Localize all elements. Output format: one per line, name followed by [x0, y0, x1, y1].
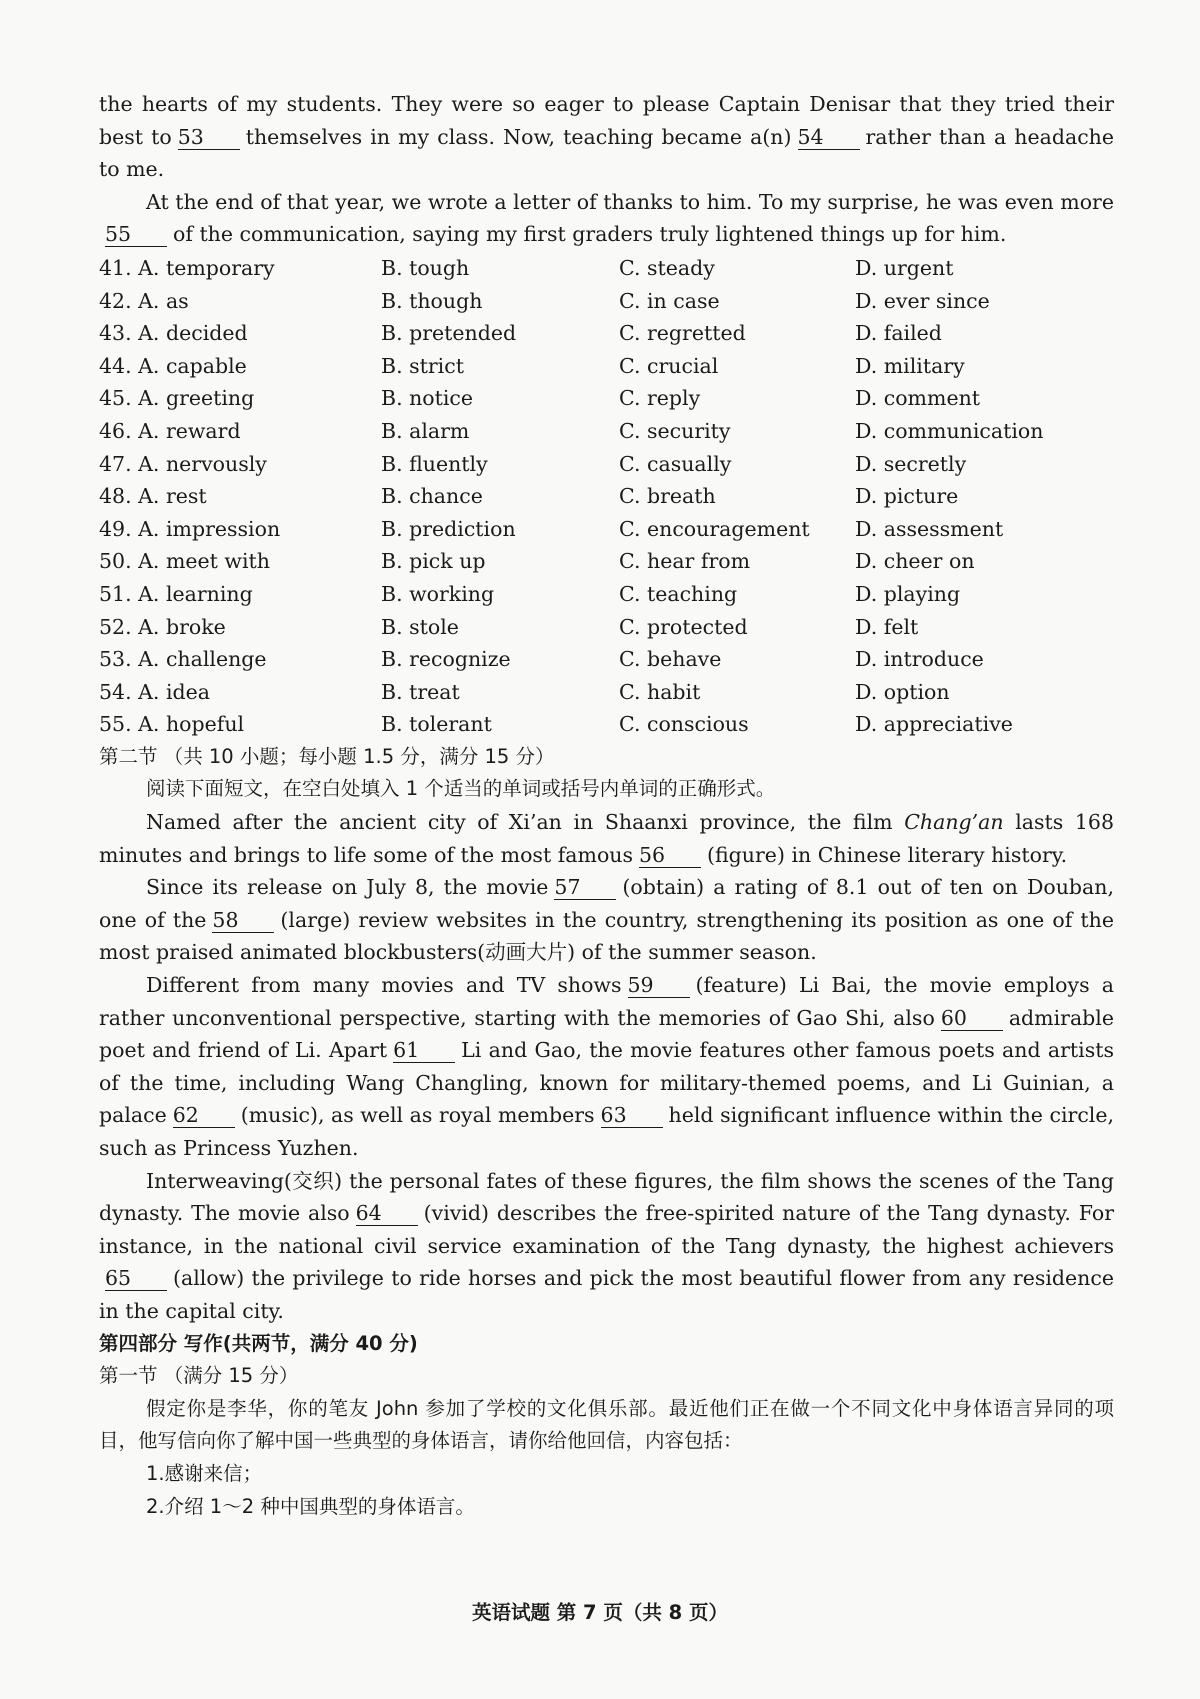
option-row [99, 252, 1114, 285]
cloze-paragraph: Named after the ancient city of Xi’an in Shaanxi province, the film Chang’an lasts 168 minutes and brings to life some of the most famous 56 (figure) in Chinese literary history. [99, 810, 1114, 867]
option-row [99, 643, 1114, 676]
option-a: 41. A. temporary [99, 255, 275, 280]
option-c: C. reply [619, 386, 701, 411]
option-c: C. regretted [619, 321, 746, 346]
option-d: D. felt [855, 614, 919, 639]
option-a: 54. A. idea [99, 679, 210, 704]
option-row [99, 350, 1114, 383]
option-row [99, 382, 1114, 415]
answer-blank-56: 56 [639, 843, 701, 868]
answer-blank-58: 58 [212, 908, 274, 933]
option-b: B. tough [381, 255, 470, 280]
option-a: 48. A. rest [99, 484, 207, 509]
option-b: B. working [381, 581, 495, 606]
answer-blank-59: 59 [628, 973, 690, 998]
option-b: B. chance [381, 484, 483, 509]
option-b: B. recognize [381, 647, 511, 672]
option-c: C. conscious [619, 712, 749, 737]
option-row [99, 578, 1114, 611]
option-c: C. hear from [619, 549, 751, 574]
answer-options-list [99, 252, 1114, 741]
option-a: 53. A. challenge [99, 647, 267, 672]
option-d: D. assessment [855, 516, 1004, 541]
option-a: 46. A. reward [99, 418, 241, 443]
option-c: C. teaching [619, 581, 738, 606]
option-c: C. habit [619, 679, 701, 704]
option-row [99, 285, 1114, 318]
option-d: D. secretly [855, 451, 967, 476]
option-b: B. pretended [381, 321, 517, 346]
option-a: 47. A. nervously [99, 451, 267, 476]
section-heading: 第一节 （满分 15 分） [99, 1364, 299, 1388]
option-row [99, 708, 1114, 741]
option-a: 50. A. meet with [99, 549, 270, 574]
option-a: 44. A. capable [99, 353, 247, 378]
option-d: D. ever since [855, 288, 990, 313]
answer-blank-61: 61 [393, 1038, 455, 1063]
option-b: B. tolerant [381, 712, 492, 737]
answer-blank-53: 53 [178, 125, 240, 150]
option-b: B. prediction [381, 516, 516, 541]
option-d: D. military [855, 353, 965, 378]
option-b: B. strict [381, 353, 464, 378]
option-row [99, 480, 1114, 513]
option-a: 51. A. learning [99, 581, 253, 606]
passage-paragraph: At the end of that year, we wrote a letter of thanks to him. To my surprise, he was even more55 of the communication, saying my first graders truly lightened things up for him. [105, 189, 1114, 247]
option-row [99, 545, 1114, 578]
exam-page-content [99, 88, 1114, 1523]
option-c: C. behave [619, 647, 722, 672]
option-a: 52. A. broke [99, 614, 226, 639]
answer-blank-65: 65 [105, 1266, 167, 1291]
answer-blank-55: 55 [105, 222, 167, 247]
writing-prompt: 假定你是李华，你的笔友 John 参加了学校的文化俱乐部。最近他们正在做一个不同文化中身体语言异同的项目，他写信向你了解中国一些典型的身体语言，请你给他回信，内容包括： [99, 1396, 1114, 1453]
section-heading: 第二节 （共 10 小题；每小题 1.5 分，满分 15 分） [99, 744, 555, 768]
option-d: D. appreciative [855, 712, 1013, 737]
option-d: D. introduce [855, 647, 984, 672]
answer-blank-57: 57 [554, 875, 616, 900]
option-a: 43. A. decided [99, 321, 248, 346]
option-row [99, 676, 1114, 709]
option-a: 42. A. as [99, 288, 189, 313]
prompt-item: 2.介绍 1～2 种中国典型的身体语言。 [146, 1494, 475, 1518]
option-b: B. notice [381, 386, 474, 411]
cloze-paragraph: Since its release on July 8, the movie 57 (obtain) a rating of 8.1 out of ten on Douban, one of the 58 (large) review websites in the country, strengthening its position as one of the most praised animated blockbusters(动画大片) of the summer season. [99, 875, 1114, 965]
answer-blank-60: 60 [941, 1006, 1003, 1031]
option-d: D. picture [855, 484, 959, 509]
option-b: B. pick up [381, 549, 486, 574]
option-c: C. breath [619, 484, 716, 509]
option-b: B. alarm [381, 418, 470, 443]
option-b: B. treat [381, 679, 460, 704]
option-b: B. though [381, 288, 483, 313]
option-row [99, 317, 1114, 350]
option-row [99, 611, 1114, 644]
answer-blank-54: 54 [798, 125, 860, 150]
option-b: B. stole [381, 614, 459, 639]
film-title: Chang’an [904, 810, 1004, 835]
option-c: C. casually [619, 451, 732, 476]
option-c: C. crucial [619, 353, 719, 378]
option-d: D. playing [855, 581, 961, 606]
page-footer: 英语试题 第 7 页（共 8 页） [471, 1601, 729, 1624]
option-c: C. steady [619, 255, 715, 280]
option-d: D. cheer on [855, 549, 975, 574]
section-instruction: 阅读下面短文，在空白处填入 1 个适当的单词或括号内单词的正确形式。 [146, 777, 776, 801]
option-row [99, 513, 1114, 546]
option-c: C. encouragement [619, 516, 810, 541]
option-a: 49. A. impression [99, 516, 281, 541]
cloze-paragraph: Different from many movies and TV shows 59 (feature) Li Bai, the movie employs a rather unconventional perspective, starting with the memories of Gao Shi, also 60 admirable poet and friend of Li. Apart 61 Li and Gao, the movie features other famous poets and artists of the time, including Wang Changling, known for military-themed poems, and Li Guinian, a palace 62 (music), as well as royal members 63 held significant influence within the circle, such as Princess Yuzhen. [99, 973, 1115, 1160]
option-row [99, 448, 1114, 481]
answer-blank-62: 62 [173, 1103, 235, 1128]
option-c: C. security [619, 418, 731, 443]
option-b: B. fluently [381, 451, 488, 476]
option-a: 45. A. greeting [99, 386, 255, 411]
option-d: D. comment [855, 386, 981, 411]
option-d: D. urgent [855, 255, 954, 280]
option-d: D. failed [855, 321, 942, 346]
option-d: D. option [855, 679, 950, 704]
passage-paragraph: the hearts of my students. They were so eager to please Captain Denisar that they tried their best to 53 themselves in my class. Now, teaching became a(n) 54 rather than a headache to me. [99, 92, 1115, 182]
answer-blank-63: 63 [601, 1103, 663, 1128]
option-row [99, 415, 1114, 448]
cloze-paragraph: Interweaving(交织) the personal fates of these figures, the film shows the scenes of the Tang dynasty. The movie also 64 (vivid) describes the free-spirited nature of the Tang dynasty. For instance, in the national civil service examination of the Tang dynasty, the highest achievers65 (allow) the privilege to ride horses and pick the most beautiful flower from any residence in the capital city. [99, 1168, 1115, 1323]
answer-blank-64: 64 [356, 1201, 418, 1226]
option-d: D. communication [855, 418, 1044, 443]
option-c: C. in case [619, 288, 720, 313]
option-c: C. protected [619, 614, 748, 639]
prompt-item: 1.感谢来信； [146, 1461, 263, 1485]
option-a: 55. A. hopeful [99, 712, 245, 737]
part-heading: 第四部分 写作(共两节，满分 40 分) [99, 1331, 418, 1355]
